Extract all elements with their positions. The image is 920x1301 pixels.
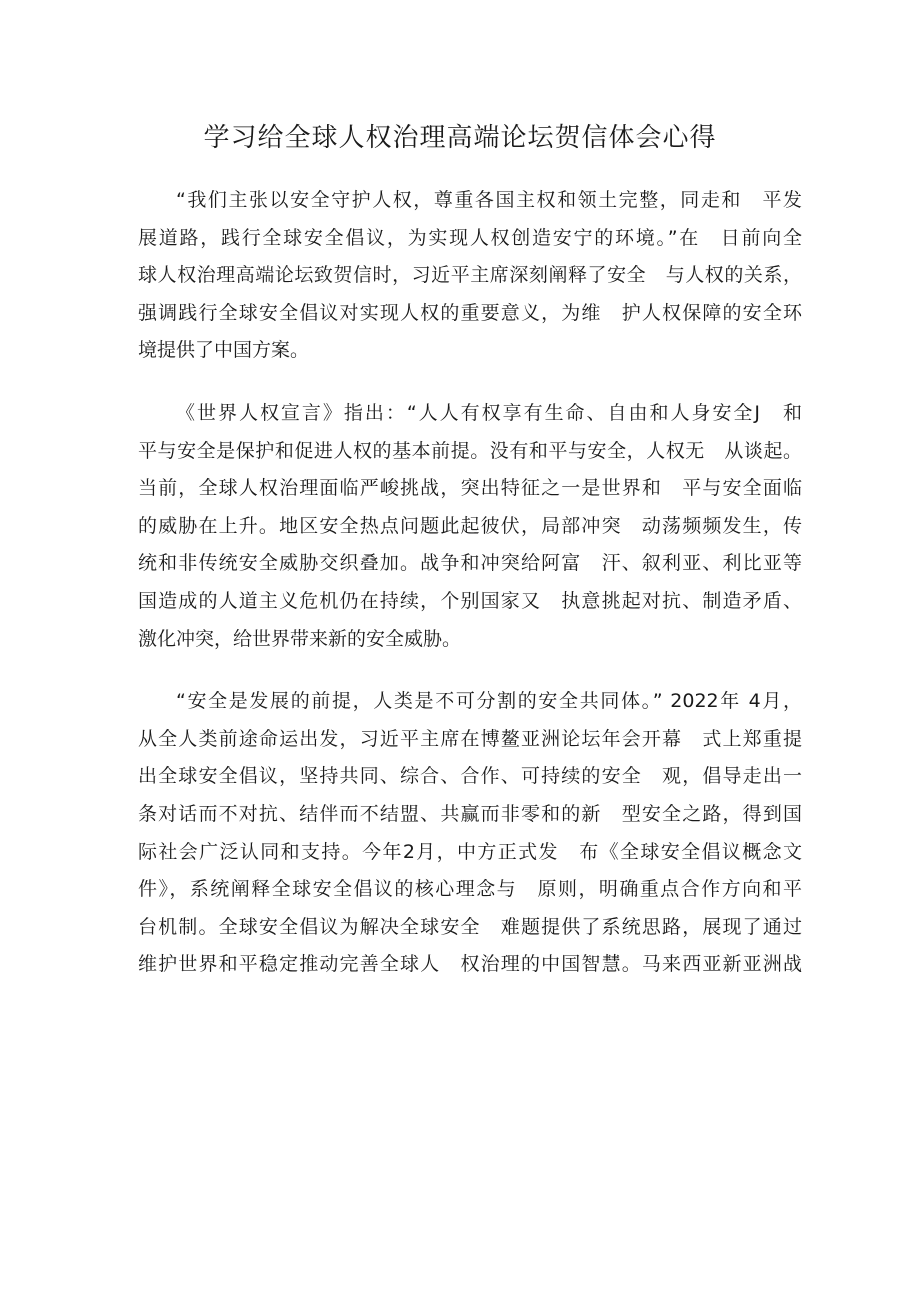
text-line: 际社会广泛认同和支持。今年2月，中方正式发 布《全球安全倡议概念文: [138, 840, 802, 863]
text-line: 条对话而不对抗、结伴而不结盟、共赢而非零和的新 型安全之路，得到国: [138, 802, 802, 825]
text-line: 平与安全是保护和促进人权的基本前提。没有和平与安全，人权无 从谈起。: [138, 439, 802, 462]
text-line: 台机制。全球安全倡议为解决全球安全 难题提供了系统思路，展现了通过: [138, 915, 802, 938]
text-line: 的威胁在上升。地区安全热点问题此起彼伏，局部冲突 动荡频频发生，传: [138, 514, 802, 537]
document-title: 学习给全球人权治理高端论坛贺信体会心得: [203, 123, 717, 153]
paragraph-1: [138, 182, 802, 370]
text-line: 展道路，践行全球安全倡议，为实现人权创造安宁的环境。”在 日前向全: [138, 226, 802, 249]
text-line: 国造成的人道主义危机仍在持续，个别国家又 执意挑起对抗、制造矛盾、: [138, 589, 802, 612]
paragraph-2: [138, 395, 802, 658]
text-line: 强调践行全球安全倡议对实现人权的重要意义，为维 护人权保障的安全环: [138, 301, 802, 324]
text-line: 维护世界和平稳定推动完善全球人 权治理的中国智慧。马来西亚新亚洲战: [138, 953, 802, 976]
text-line: 统和非传统安全威胁交织叠加。战争和冲突给阿富 汗、叙利亚、利比亚等: [138, 552, 802, 575]
text-line: “安全是发展的前提，人类是不可分割的安全共同体。” 2022年 4月，: [176, 690, 802, 713]
text-line: 《世界人权宣言》指出：“人人有权享有生命、自由和人身安全J 和: [176, 401, 802, 424]
text-line: 当前，全球人权治理面临严峻挑战，突出特征之一是世界和 平与安全面临: [138, 477, 802, 500]
text-line: “我们主张以安全守护人权，尊重各国主权和领土完整，同走和 平发: [176, 189, 802, 211]
text-line: 球人权治理高端论坛致贺信时，习近平主席深刻阐释了安全 与人权的关系，: [138, 264, 802, 287]
document-body: [138, 182, 802, 1009]
text-line: 出全球安全倡议，坚持共同、综合、合作、可持续的安全 观，倡导走出一: [138, 765, 802, 788]
text-line: 境提供了中国方案。: [138, 339, 310, 362]
text-line: 激化冲突，给世界带来新的安全威胁。: [138, 627, 462, 650]
paragraph-3: [138, 683, 802, 984]
text-line: 件》，系统阐释全球安全倡议的核心理念与 原则，明确重点合作方向和平: [138, 878, 802, 901]
text-line: 从全人类前途命运出发，习近平主席在博鳌亚洲论坛年会开幕 式上郑重提: [138, 727, 802, 750]
